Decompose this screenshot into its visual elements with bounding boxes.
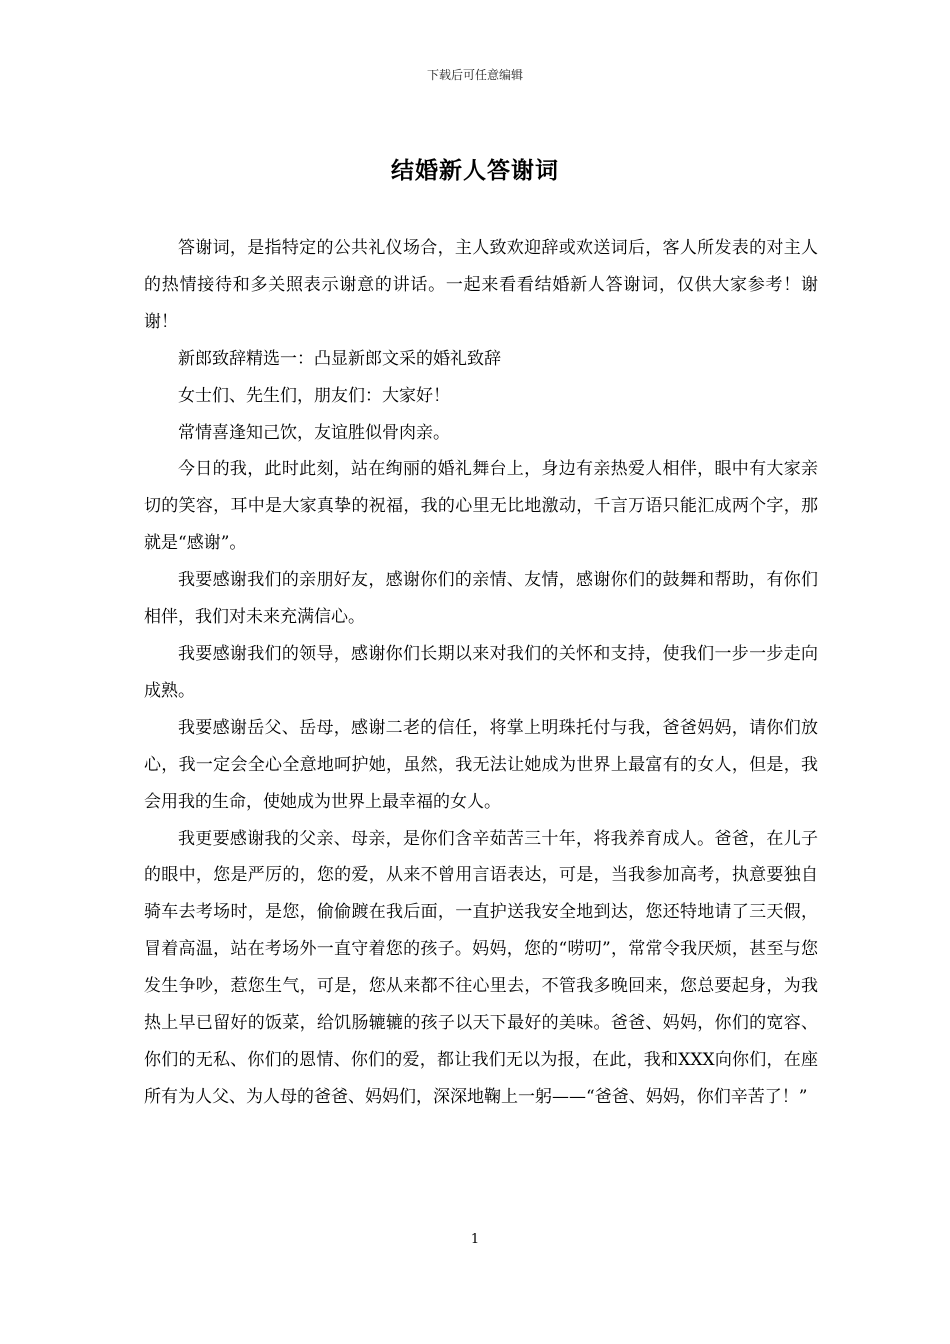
paragraph: 今日的我，此时此刻，站在绚丽的婚礼舞台上，身边有亲热爱人相伴，眼中有大家亲切的笑容，耳中是大家真挚的祝福，我的心里无比地激动，千言万语只能汇成两个字，那就是“感谢”。 — [144, 459, 818, 554]
document-title: 结婚新人答谢词 — [391, 157, 559, 184]
document-body — [144, 230, 818, 1116]
page-number: 1 — [470, 1232, 480, 1247]
paragraph: 答谢词，是指特定的公共礼仪场合，主人致欢迎辞或欢送词后，客人所发表的对主人的热情接待和多关照表示谢意的讲话。一起来看看结婚新人答谢词，仅供大家参考！谢谢！ — [144, 238, 818, 332]
paragraph: 我要感谢岳父、岳母，感谢二老的信任，将掌上明珠托付与我，爸爸妈妈，请你们放心，我一定会全心全意地呵护她，虽然，我无法让她成为世界上最富有的女人，但是，我会用我的生命，使她成为世界上最幸福的女人。 — [144, 717, 818, 812]
paragraph: 我更要感谢我的父亲、母亲，是你们含辛茹苦三十年，将我养育成人。爸爸，在儿子的眼中，您是严厉的，您的爱，从来不曾用言语表达，可是，当我参加高考，执意要独自骑车去考场时，是您，偷偷踱在我后面，一直护送我安全地到达，您还特地请了三天假，冒着高温，站在考场外一直守着您的孩子。妈妈，您的“唠叨”，常常令我厌烦，甚至与您发生争吵，惹您生气，可是，您从来都不往心里去，不管我多晚回来，您总要起身，为我热上早已留好的饭菜，给饥肠辘辘的孩子以天下最好的美味。爸爸、妈妈，你们的宽容、你们的无私、你们的恩情、你们的爱，都让我们无以为报，在此，我和XXX向你们，在座所有为人父、为人母的爸爸、妈妈们，深深地鞠上一躬——“爸爸、妈妈，你们辛苦了！” — [144, 828, 818, 1107]
paragraph: 女士们、先生们，朋友们：大家好！ — [178, 385, 450, 406]
header-note: 下载后可任意编辑 — [426, 68, 523, 82]
paragraph: 我要感谢我们的亲朋好友，感谢你们的亲情、友情，感谢你们的鼓舞和帮助，有你们相伴，我们对未来充满信心。 — [144, 570, 818, 628]
paragraph: 常情喜逢知己饮，友谊胜似骨肉亲。 — [178, 422, 450, 443]
paragraph: 我要感谢我们的领导，感谢你们长期以来对我们的关怀和支持，使我们一步一步走向成熟。 — [144, 643, 818, 701]
paragraph: 新郎致辞精选一：凸显新郎文采的婚礼致辞 — [178, 348, 501, 369]
